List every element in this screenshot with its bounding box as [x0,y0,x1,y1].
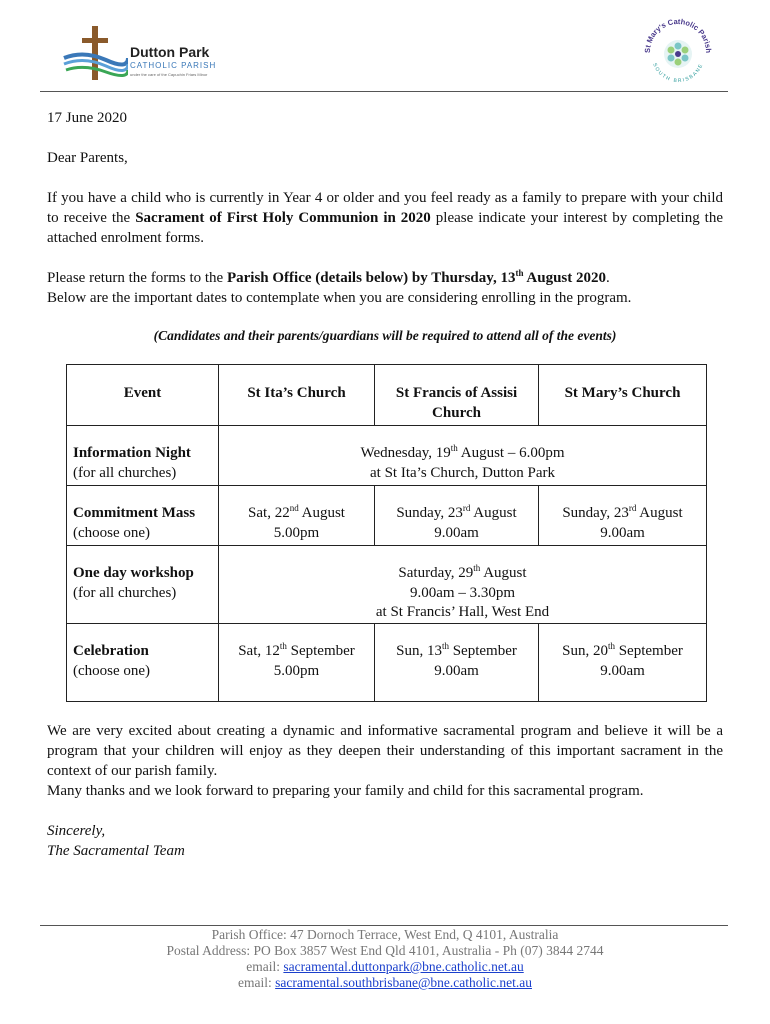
attendance-note: (Candidates and their parents/guardians will be required to attend all of the events) [153,328,617,343]
event-sub: (choose one) [73,524,151,541]
letter-greeting: Dear Parents, [47,150,128,166]
table-row [67,426,707,486]
st-ita-cell: Sat, 12th September 5.00pm [219,624,375,702]
merged-cell: Saturday, 29th August 9.00am – 3.30pm at St Francis’ Hall, West End [219,546,707,624]
footer-address: Parish Office: 47 Dornoch Terrace, West End, Q 4101, Australia [211,927,559,942]
return-text-1: Please return the forms to the [47,270,227,286]
brand-title: Dutton Park [130,44,210,60]
letterhead [0,0,770,92]
header-divider [40,91,728,92]
email-link-south-brisbane[interactable]: sacramental.southbrisbane@bne.catholic.net.au [275,975,532,990]
brand-subtitle: CATHOLIC PARISH [130,61,217,70]
return-deadline: Parish Office (details below) by Thursday, 13th August 2020 [226,268,606,286]
st-marys-seal [640,14,716,90]
table-row [67,486,707,546]
footer-email-line: email: sacramental.southbrisbane@bne.catholic.net.au [238,975,532,990]
event-name: Information Night [73,445,191,461]
intro-emphasis: Sacrament of First Holy Communion in 2020 [135,210,431,226]
seal-top-text: St Mary's Catholic Parish [642,16,714,54]
event-cell [67,486,219,546]
header-st-ita: St Ita’s Church [219,365,375,426]
event-sub: (for all churches) [73,464,177,481]
event-cell [67,546,219,624]
dates-intro: Below are the important dates to contemplate when you are considering enrolling in the program. [47,290,632,306]
seal-icon [640,14,716,90]
brand-tagline: under the care of the Capuchin Friars Minor [130,72,208,77]
closing-paragraph: We are very excited about creating a dynamic and informative sacramental program and believe it will be a program that your children will enjoy as they deepen their understanding of this important sacrament in the context of our parish family. [47,723,723,779]
intro-text-1: If you have a child who is currently in Year 4 or older and you feel ready as a family to prepare with your child to receive the [47,190,723,226]
events-table [66,364,707,702]
event-sub: (choose one) [73,662,151,679]
intro-text-2: please indicate your interest by completing the attached enrolment forms. [47,210,723,246]
footer-divider [40,925,728,926]
intro-paragraph [47,188,723,248]
event-name: Commitment Mass [73,505,196,521]
event-name: Celebration [73,643,149,659]
table-row [67,546,707,624]
st-francis-cell: Sun, 13th September 9.00am [375,624,539,702]
signatory: The Sacramental Team [47,843,185,859]
cross-wave-icon [62,24,128,84]
event-name: One day workshop [73,565,194,581]
footer [0,927,770,991]
return-instructions [47,268,723,308]
st-francis-cell: Sunday, 23rd August 9.00am [375,486,539,546]
closing-section [47,721,723,861]
event-cell [67,426,219,486]
email-link-dutton-park[interactable]: sacramental.duttonpark@bne.catholic.net.au [283,959,524,974]
event-cell [67,624,219,702]
letter-date: 17 June 2020 [47,110,127,126]
st-mary-cell: Sun, 20th September 9.00am [539,624,707,702]
event-sub: (for all churches) [73,584,177,601]
merged-cell [219,426,707,486]
st-ita-cell: Sat, 22nd August 5.00pm [219,486,375,546]
header-st-francis: St Francis of Assisi Church [375,365,539,426]
table-row [67,624,707,702]
dutton-park-logo [62,24,232,84]
return-period: . [606,270,610,286]
letter-body [47,108,723,346]
sign-off: Sincerely, [47,823,106,839]
footer-postal: Postal Address: PO Box 3857 West End Qld 4101, Australia - Ph (07) 3844 2744 [166,943,604,958]
cell-line: at St Ita’s Church, Dutton Park [370,464,555,481]
thanks-paragraph: Many thanks and we look forward to preparing your family and child for this sacramental program. [47,783,644,799]
table-header-row [67,365,707,426]
cell-line: Wednesday, 19th August – 6.00pm [360,443,565,461]
header-st-mary: St Mary’s Church [539,365,707,426]
seal-bottom-text: SOUTH BRISBANE [651,62,705,85]
st-mary-cell: Sunday, 23rd August 9.00am [539,486,707,546]
header-event: Event [67,365,219,426]
footer-email-line: email: sacramental.duttonpark@bne.catholic.net.au [246,959,524,974]
